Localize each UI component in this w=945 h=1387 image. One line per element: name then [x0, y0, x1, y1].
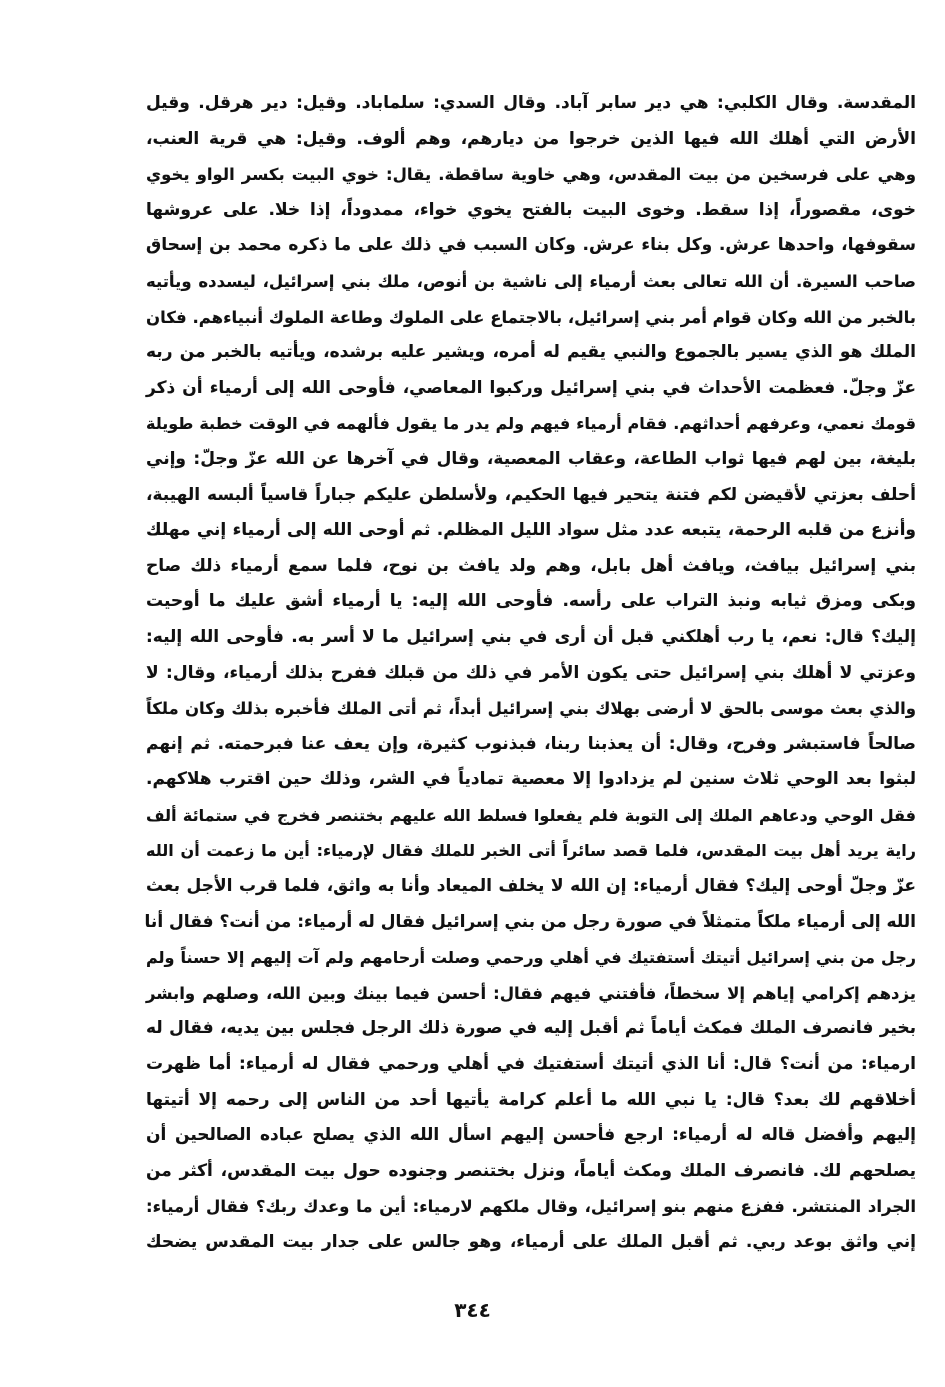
text-line: عزّ وجلّ. فعظمت الأحداث في بني إسرائيل وركبوا المعاصي، فأوحى الله إلى أرمياء أن ذكر: [146, 377, 916, 398]
text-line: وبكى ومزق ثيابه ونبذ التراب على رأسه. فأوحى الله إليه: يا أرمياء أشق عليك ما أوحيت: [146, 591, 916, 612]
page-number: ٣٤٤: [454, 1298, 491, 1322]
text-line: يصلحهم لك. فانصرف الملك ومكث أياماً، ونزل بختنصر وجنوده حول بيت المقدس، أكثر من: [146, 1160, 916, 1181]
text-line: قومك نعمي، وعرفهم أحداثهم. فقام أرمياء فيهم ولم يدر ما يقول فألهمه في الوقت خطبة طويلة: [146, 414, 916, 434]
text-line: بليغة، بين لهم فيها ثواب الطاعة، وعقاب المعصية، وقال في آخرها عن الله عزّ وجلّ: وإني: [146, 448, 916, 469]
text-line: فقل الوحي ودعاهم الملك إلى التوبة فلم يفعلوا فسلط الله عليهم بختنصر فخرج في ستمائة ألف: [146, 805, 916, 825]
text-line: بخير فانصرف الملك فمكث أياماً ثم أقبل إليه في صورة ذلك الرجل فجلس بين يديه، فقال له: [146, 1018, 916, 1039]
text-line: رجل من بني إسرائيل أتيتك أستفتيك في أهلي ورحمي وصلت أرحامهم ولم آت إليهم إلا حسناً ولم: [146, 948, 916, 968]
text-line: إني واثق بوعد ربي. ثم أقبل الملك على أرمياء، وهو جالس على جدار بيت المقدس يضحك: [146, 1232, 916, 1252]
text-line: أحلف بعزتي لأقيضن لكم فتنة يتحير فيها الحكيم، ولأسلطن عليكم جباراً قاسياً ألبسه الهيبة،: [146, 484, 916, 505]
text-line: إليك؟ قال: نعم، يا رب أهلكني قبل أن أرى في بني إسرائيل ما لا أسر به. فأوحى الله إليه:: [146, 626, 916, 647]
text-line: صالحاً فاستبشر وفرح، وقال: أن يعذبنا ربنا، فبذنوب كثيرة، وإن يعف عنا فبرحمته. ثم إنهم: [146, 733, 916, 754]
text-line: وأنزع من قلبه الرحمة، يتبعه عدد مثل سواد الليل المظلم. ثم أوحى الله إلى أرمياء إني مهلك: [146, 520, 916, 541]
text-line: وهي على فرسخين من بيت المقدس، وهي خاوية ساقطة. يقال: خوي البيت بكسر الواو يخوي: [146, 165, 916, 185]
text-line: والذي بعث موسى بالحق لا أرضى بهلاك بني إسرائيل أبداً، ثم أتى الملك فأخبره بذلك وكان ملكاً: [146, 699, 916, 719]
text-line: راية يريد أهل بيت المقدس، فلما قصد سائراً أتى الخبر للملك فقال لإرمياء: أين ما زعمت أن الله: [146, 841, 916, 861]
text-line: المقدسة. وقال الكلبي: هي دير سابر آباد. وقال السدي: سلماباد. وقيل: دير هرقل. وقيل: [146, 93, 916, 113]
page-body-text: [146, 86, 916, 1261]
text-line: الجراد المنتشر. ففزع منهم بنو إسرائيل، وقال ملكهم لارمياء: أين ما وعدك ربك؟ فقال أرمياء:: [146, 1197, 916, 1217]
text-line: ارمياء: من أنت؟ قال: أنا الذي أتيتك أستفتيك في أهلي ورحمي فقال له أرمياء: أما ظهرت: [146, 1054, 916, 1075]
text-line: سقوفها، واحدها عرش. وكل بناء عرش. وكان السبب في ذلك على ما ذكره محمد بن إسحاق: [146, 235, 916, 256]
text-line: صاحب السيرة. أن الله تعالى بعث أرمياء إلى ناشية بن أنوص، ملك بني إسرائيل، ليسدده ويأتيه: [146, 271, 916, 291]
text-line: خوى، مقصوراً، إذا سقط. وخوى البيت بالفتح يخوي خواء، ممدوداً، إذا خلا. على عروشها: [146, 199, 916, 220]
text-line: لبثوا بعد الوحي ثلاث سنين لم يزدادوا إلا معصية تمادياً في الشر، وذلك حين اقترب هلاكهم.: [146, 769, 916, 790]
text-line: أخلاقهم لك بعد؟ قال: يا نبي الله ما أعلم كرامة يأتيها أحد من الناس إلى رحمه إلا أتيتها: [146, 1089, 916, 1110]
text-line: الله إلى أرمياء ملكاً متمثلاً في صورة رجل من بني إسرائيل فقال له أرمياء: من أنت؟ فقال أنا: [144, 911, 916, 932]
text-line: بالخبر من الله وكان قوام أمر بني إسرائيل، بالاجتماع على الملوك وطاعة الملوك أنبياءهم. فكان: [146, 307, 916, 327]
text-line: الملك هو الذي يسير بالجموع والنبي يقيم له أمره، ويشير عليه برشده، ويأتيه بالخبر من ربه: [146, 342, 916, 363]
text-line: عزّ وجلّ أوحى إليك؟ فقال أرمياء: إن الله لا يخلف الميعاد وأنا به واثق، فلما قرب الأجل بعث: [146, 876, 916, 897]
text-line: الأرض التي أهلك الله فيها الذين خرجوا من ديارهم، وهم ألوف. وقيل: هي قرية العنب،: [146, 128, 916, 149]
text-line: يزدهم إكرامي إياهم إلا سخطاً، فأفتني فيهم فقال: أحسن فيما بينك وبين الله، وصلهم وابشر: [146, 983, 916, 1003]
text-line: بني إسرائيل بيافث، ويافث أهل بابل، وهم ولد يافث بن نوح، فلما سمع أرمياء ذلك صاح: [146, 555, 916, 576]
text-line: إليهم وأفضل قاله له أرمياء: ارجع فأحسن إليهم اسأل الله الذي يصلح عباده الصالحين أن: [146, 1125, 916, 1146]
text-line: وعزتي لا أهلك بني إسرائيل حتى يكون الأمر في ذلك من قبلك ففرح بذلك أرمياء، وقال: لا: [146, 662, 916, 683]
